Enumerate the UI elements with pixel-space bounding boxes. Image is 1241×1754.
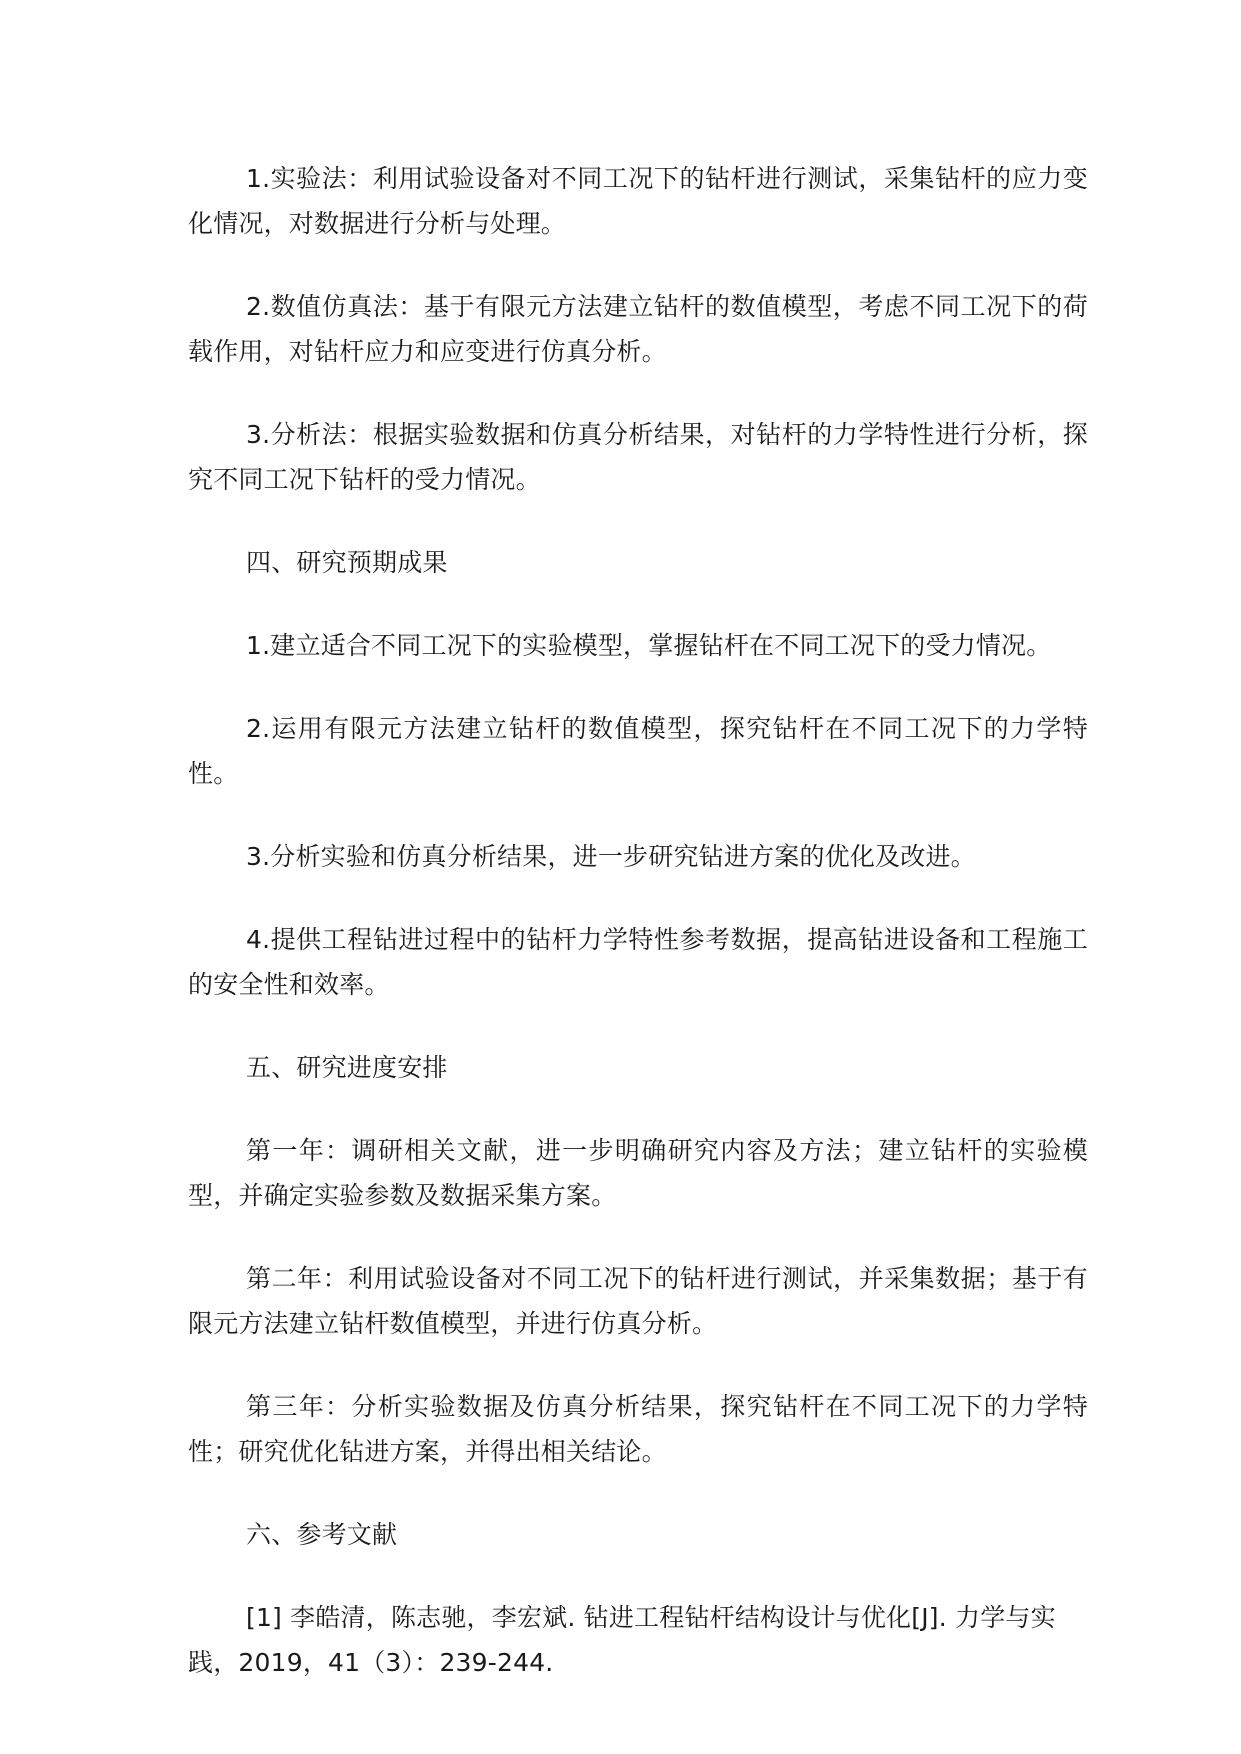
paragraph-result-3: 3.分析实验和仿真分析结果，进一步研究钻进方案的优化及改进。 [246, 842, 976, 871]
paragraph-result-1: 1.建立适合不同工况下的实验模型，掌握钻杆在不同工况下的受力情况。 [246, 631, 1052, 660]
reference-item-1: [1] 李皓清，陈志驰，李宏斌. 钻进工程钻杆结构设计与优化[J]. 力学与实践，2019，41（3）：239-244. [188, 1603, 1056, 1677]
paragraph-method-experiment: 1.实验法：利用试验设备对不同工况下的钻杆进行测试，采集钻杆的应力变化情况，对数据进行分析与处理。 [188, 164, 1088, 238]
paragraph-method-analysis: 3.分析法：根据实验数据和仿真分析结果，对钻杆的力学特性进行分析，探究不同工况下钻杆的受力情况。 [188, 420, 1088, 494]
section-heading-references: 六、参考文献 [246, 1520, 398, 1549]
paragraph-result-4: 4.提供工程钻进过程中的钻杆力学特性参考数据，提高钻进设备和工程施工的安全性和效率。 [188, 925, 1088, 999]
section-heading-expected-results: 四、研究预期成果 [246, 548, 448, 577]
paragraph-method-simulation: 2.数值仿真法：基于有限元方法建立钻杆的数值模型，考虑不同工况下的荷载作用，对钻杆应力和应变进行仿真分析。 [188, 292, 1088, 366]
document-body [188, 156, 1088, 1723]
paragraph-result-2: 2.运用有限元方法建立钻杆的数值模型，探究钻杆在不同工况下的力学特性。 [188, 714, 1088, 788]
paragraph-schedule-year-3: 第三年：分析实验数据及仿真分析结果，探究钻杆在不同工况下的力学特性；研究优化钻进方案，并得出相关结论。 [188, 1392, 1088, 1466]
paragraph-schedule-year-1: 第一年：调研相关文献，进一步明确研究内容及方法；建立钻杆的实验模型，并确定实验参数及数据采集方案。 [188, 1136, 1088, 1210]
paragraph-schedule-year-2: 第二年：利用试验设备对不同工况下的钻杆进行测试，并采集数据；基于有限元方法建立钻杆数值模型，并进行仿真分析。 [188, 1264, 1088, 1338]
section-heading-schedule: 五、研究进度安排 [246, 1053, 448, 1082]
